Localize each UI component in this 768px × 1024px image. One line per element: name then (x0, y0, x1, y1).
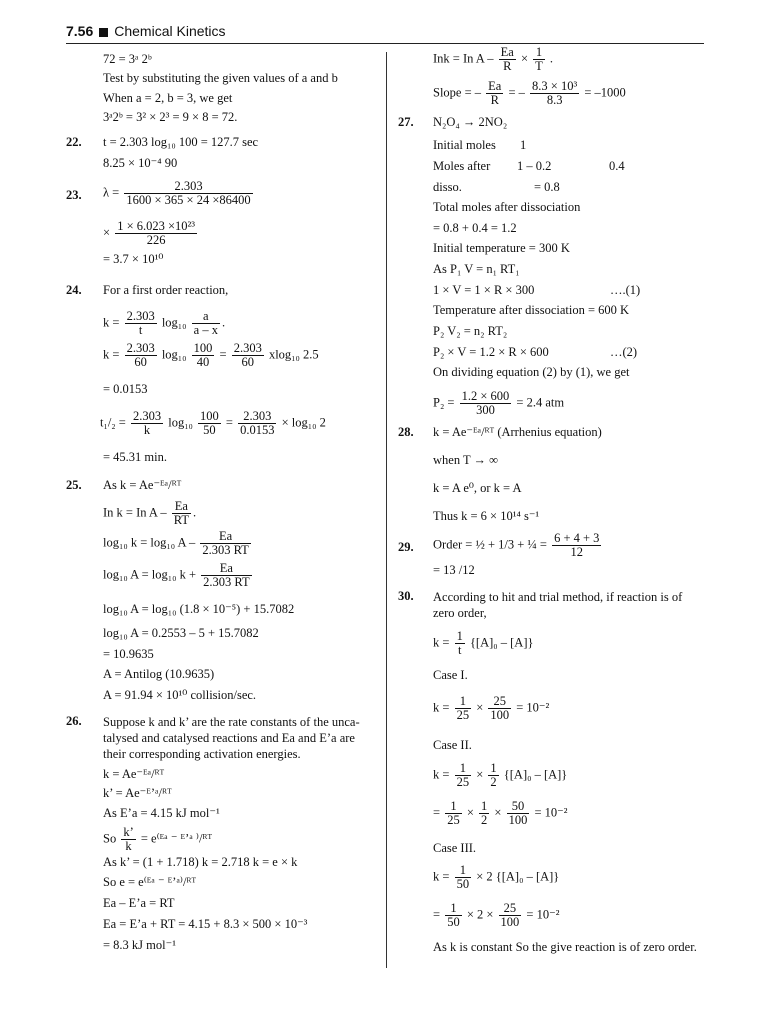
numerator: Ea (201, 562, 251, 576)
eq-text: In k = In A – (103, 505, 167, 520)
column-divider (386, 52, 387, 968)
equation (433, 864, 559, 891)
text-line: Initial temperature = 300 K (433, 241, 570, 255)
equation (433, 902, 559, 929)
fraction (533, 46, 545, 73)
eq-text: xlog₁₀ 2.5 (268, 347, 319, 362)
text-line: Ea – E’a = RT (103, 896, 175, 910)
eq-text: = (225, 415, 233, 430)
eq-text: k = (103, 347, 120, 362)
text-line: Temperature after dissociation = 600 K (433, 303, 630, 317)
text-line: Thus k = 6 × 10¹⁴ s⁻¹ (433, 509, 540, 523)
numerator: k’ (123, 825, 134, 839)
denominator: 25 (456, 708, 470, 722)
fraction (238, 410, 276, 437)
eq-text: k = (433, 767, 450, 782)
eq-text: P₂ = (433, 395, 455, 410)
numerator: Ea (500, 45, 514, 59)
text-line: disso. (433, 180, 462, 194)
fraction (201, 562, 251, 589)
text-line: As P₁ V = n₁ RT₁ (433, 262, 520, 276)
eq-text: λ = (103, 185, 120, 200)
equation (433, 46, 553, 73)
eq-text: k = (433, 635, 450, 650)
eq-text: = (219, 347, 227, 362)
numerator: 25 (499, 902, 522, 916)
numerator: 1 × 6.023 ×10²³ (117, 219, 196, 233)
equation (103, 562, 254, 589)
square-bullet-icon (99, 28, 108, 37)
text-line: 1 (520, 138, 527, 152)
numerator: 1 (455, 695, 472, 709)
fraction (121, 826, 135, 853)
text-line: k = Ae⁻ᴱᵃ/ᴿᵀ (Arrhenius equation) (433, 425, 602, 439)
fraction (124, 180, 252, 207)
paragraph: According to hit and trial method, if reaction is of zero order, (433, 590, 683, 620)
eq-text: = (433, 907, 441, 922)
text-line: As k = Ae⁻ᴱᵃ/ᴿᵀ (103, 478, 182, 492)
text-line: Case I. (433, 668, 468, 682)
text-line: Total moles after dissociation (433, 200, 581, 214)
eq-text: × log₁₀ 2 (281, 415, 326, 430)
fraction (488, 762, 498, 789)
fraction (200, 530, 250, 557)
eq-text: Order = ½ + 1/3 + ¼ = (433, 537, 547, 552)
numerator: 2.303 (124, 180, 252, 194)
text-line: 8.25 × 10⁻⁴ 90 (103, 156, 178, 170)
eq-text: × (476, 767, 484, 782)
question-number: 28. (398, 425, 414, 439)
numerator: 25 (488, 695, 511, 709)
text-line: Case III. (433, 841, 477, 855)
text-line: = 8.3 kJ mol⁻¹ (103, 938, 176, 952)
text-line: P₂ V₂ = n₂ RT₂ (433, 324, 508, 338)
numerator: 1 (533, 46, 545, 60)
text-line: As k’ = (1 + 1.718) k = 2.718 k = e × k (103, 855, 298, 869)
text-line: A = Antilog (10.9635) (103, 667, 215, 681)
text-line: 1 – 0.2 (517, 159, 552, 173)
eq-text: = (433, 805, 441, 820)
text-line: P₂ × V = 1.2 × R × 600 (433, 345, 549, 359)
denominator: 8.3 (546, 93, 563, 107)
question-number: 23. (66, 188, 82, 202)
fraction (479, 800, 489, 827)
fraction (455, 762, 472, 789)
text-line: log₁₀ A = log₁₀ (1.8 × 10⁻⁵) + 15.7082 (103, 602, 295, 616)
text-line: = 0.0153 (103, 382, 148, 396)
eq-text: × (476, 700, 484, 715)
eq-text: {[A]₀ – [A]} (469, 635, 534, 650)
numerator: Ea (200, 530, 250, 544)
eq-text: = 10⁻² (516, 700, 550, 715)
text-line: Initial moles (433, 138, 496, 152)
text-line: Moles after (433, 159, 491, 173)
text-line: Case II. (433, 738, 472, 752)
eq-text: Ink = In A – (433, 51, 494, 66)
eq-text: = – (508, 85, 525, 100)
denominator: 60 (241, 355, 255, 369)
eq-text: So (103, 831, 117, 846)
denominator: a – x (193, 323, 218, 337)
numerator: 6 + 4 + 3 (554, 531, 600, 545)
fraction (552, 532, 601, 559)
eq-text: × (520, 51, 529, 66)
equation (433, 630, 534, 657)
fraction (125, 342, 157, 369)
text-line: As E’a = 4.15 kJ mol⁻¹ (103, 806, 220, 820)
numerator: 100 (193, 341, 213, 355)
denominator: 25 (456, 775, 470, 789)
numerator: 2.303 (126, 341, 155, 355)
fraction (125, 310, 157, 337)
text-line: A = 91.94 × 10¹⁰ collision/sec. (103, 688, 257, 702)
numerator: a (192, 310, 220, 324)
equation (103, 826, 212, 853)
fraction (499, 902, 522, 929)
text-line: = 45.31 min. (103, 450, 167, 464)
denominator: 25 (447, 813, 460, 827)
denominator: k (125, 839, 132, 853)
page-header (66, 23, 704, 44)
equation: In k = In A – $\frac{Ea}{RT}$ . (103, 499, 197, 527)
fraction (455, 630, 465, 657)
numerator: 1 (445, 902, 462, 916)
numerator: 2.303 (132, 409, 162, 423)
eq-text: = 10⁻² (526, 907, 560, 922)
equation (433, 532, 603, 559)
fraction (499, 46, 516, 73)
denominator: 100 (490, 708, 510, 722)
eq-text: = e⁽ᴱᵃ ⁻ ᴱ’ᵃ ⁾/ᴿᵀ (140, 831, 213, 846)
eq-text: log₁₀ (161, 315, 187, 330)
denominator: 50 (456, 877, 470, 891)
eq-text: . (549, 51, 554, 66)
text-line: As k is constant So the give reaction is of zero order. (433, 940, 697, 954)
numerator: 2.303 (126, 309, 155, 323)
fraction (507, 800, 530, 827)
page-number: 7.56 (66, 23, 94, 39)
eq-text: × 2 × (466, 907, 494, 922)
eq-text: k = (103, 315, 120, 330)
question-number: 26. (66, 714, 82, 728)
numerator: 1 (445, 800, 462, 814)
denominator: 0.0153 (240, 423, 275, 437)
question-number: 30. (398, 589, 414, 603)
denominator: R (503, 59, 512, 73)
denominator: 12 (570, 545, 583, 559)
numerator: 1 (455, 864, 472, 878)
text-line: ….(1) (610, 283, 641, 297)
text-line: Test by substituting the given values of a and b (103, 71, 338, 85)
text-line: 72 = 3ᵃ 2ᵇ (103, 52, 152, 66)
numerator: 1 (456, 629, 463, 643)
numerator: 1 (455, 762, 472, 776)
text-line: k’ = Ae⁻ᴱ’ᵃ/ᴿᵀ (103, 786, 172, 800)
denominator: R (490, 93, 499, 107)
equation (433, 695, 549, 722)
denominator: 50 (447, 915, 460, 929)
fraction (455, 695, 472, 722)
equation (100, 410, 326, 437)
equation (433, 390, 564, 417)
numerator: 2.303 (238, 410, 276, 424)
denominator: RT (173, 513, 190, 527)
equation (433, 762, 567, 789)
fraction (192, 342, 215, 369)
fraction (486, 80, 503, 107)
question-number: 24. (66, 283, 82, 297)
denominator: 226 (146, 233, 166, 247)
text-line: On dividing equation (2) by (1), we get (433, 365, 630, 379)
text-line: …(2) (610, 345, 638, 359)
numerator: 8.3 × 10³ (532, 79, 578, 93)
denominator: 300 (476, 403, 495, 417)
eq-text: × (103, 225, 111, 240)
text-line: = 0.8 + 0.4 = 1.2 (433, 221, 517, 235)
question-number: 25. (66, 478, 82, 492)
text-line: N₂O₄ → 2NO₂ (433, 115, 508, 129)
numerator: 1.2 × 600 (461, 389, 510, 403)
equation (103, 220, 199, 247)
denominator: T (535, 59, 543, 73)
text-line: When a = 2, b = 3, we get (103, 91, 233, 105)
text-line: = 13 /12 (433, 563, 475, 577)
chapter-title: Chemical Kinetics (114, 23, 226, 39)
question-number: 29. (398, 540, 414, 554)
denominator: 40 (196, 355, 210, 369)
text-line: Ea = E’a + RT = 4.15 + 8.3 × 500 × 10⁻³ (103, 917, 308, 931)
denominator: t (138, 323, 143, 337)
fraction (445, 902, 462, 929)
fraction (131, 410, 163, 437)
eq-text: × (466, 805, 474, 820)
numerator: 50 (507, 800, 530, 814)
fraction (198, 410, 221, 437)
eq-text: log₁₀ (161, 347, 187, 362)
equation (433, 800, 567, 827)
eq-text: k = (433, 869, 450, 884)
numerator: 1 (490, 761, 497, 775)
equation (103, 342, 319, 369)
fraction (172, 500, 191, 527)
equation (103, 530, 253, 557)
eq-text: log₁₀ k = log₁₀ A – (103, 535, 196, 550)
eq-text: = 2.4 atm (516, 395, 565, 410)
fraction (445, 800, 462, 827)
fraction (115, 220, 197, 247)
text-line: 1 × V = 1 × R × 300 (433, 283, 535, 297)
eq-text: × 2 {[A]₀ – [A]} (476, 869, 560, 884)
denominator: 2.303 RT (203, 575, 250, 589)
denominator: 2 (481, 813, 488, 827)
text-line: t = 2.303 log₁₀ 100 = 127.7 sec (103, 135, 259, 149)
denominator: 60 (134, 355, 147, 369)
eq-text: = 10⁻² (534, 805, 568, 820)
numerator: Ea (488, 79, 502, 93)
fraction (192, 310, 220, 337)
numerator: 2.303 (233, 341, 262, 355)
eq-text: = –1000 (584, 85, 626, 100)
denominator: 1600 × 365 × 24 ×86400 (126, 193, 251, 207)
eq-text: k = (433, 700, 450, 715)
denominator: 100 (500, 915, 520, 929)
paragraph: Suppose k and k’ are the rate constants of the unca-talysed and catalysed reactions and Ea and E’a are their corresponding activation energies. (103, 715, 360, 761)
eq-text: log₁₀ (168, 415, 193, 430)
denominator: k (143, 423, 151, 437)
denominator: 2 (490, 775, 497, 789)
fraction (530, 80, 579, 107)
eq-text: × (494, 805, 502, 820)
eq-text: {[A]₀ – [A]} (503, 767, 568, 782)
denominator: 50 (203, 423, 216, 437)
denominator: t (457, 643, 462, 657)
equation (433, 80, 626, 107)
question-number: 22. (66, 135, 82, 149)
equation: k = $\frac{2.303}{t}$ log₁₀ $\frac{a}{a - x}$ . (103, 309, 226, 337)
numerator: 1 (481, 799, 488, 813)
text-line: = 10.9635 (103, 647, 154, 661)
question-number: 27. (398, 115, 414, 129)
fraction (460, 390, 512, 417)
text-line: when T → ∞ (433, 453, 499, 467)
eq-text: log₁₀ A = log₁₀ k + (103, 567, 196, 582)
text-line: 0.4 (609, 159, 625, 173)
text-line: For a first order reaction, (103, 283, 229, 297)
text-line: k = A e⁰, or k = A (433, 481, 522, 495)
text-line: = 0.8 (534, 180, 560, 194)
eq-text: Slope = – (433, 85, 482, 100)
text-line: k = Ae⁻ᴱᵃ/ᴿᵀ (103, 767, 165, 781)
text-line: 3ᵃ2ᵇ = 3² × 2³ = 9 × 8 = 72. (103, 110, 238, 124)
fraction (232, 342, 264, 369)
text-line: = 3.7 × 10¹⁰ (103, 252, 164, 266)
fraction (488, 695, 511, 722)
text-line: So e = e⁽ᴱᵃ ⁻ ᴱ’ᵃ⁾/ᴿᵀ (103, 875, 197, 889)
text-line: log₁₀ A = 0.2553 – 5 + 15.7082 (103, 626, 259, 640)
numerator: Ea (172, 500, 191, 514)
eq-text: t₁/₂ = (100, 415, 126, 430)
numerator: 100 (200, 409, 219, 423)
denominator: 2.303 RT (202, 543, 249, 557)
fraction (455, 864, 472, 891)
equation (103, 180, 255, 207)
denominator: 100 (508, 813, 528, 827)
